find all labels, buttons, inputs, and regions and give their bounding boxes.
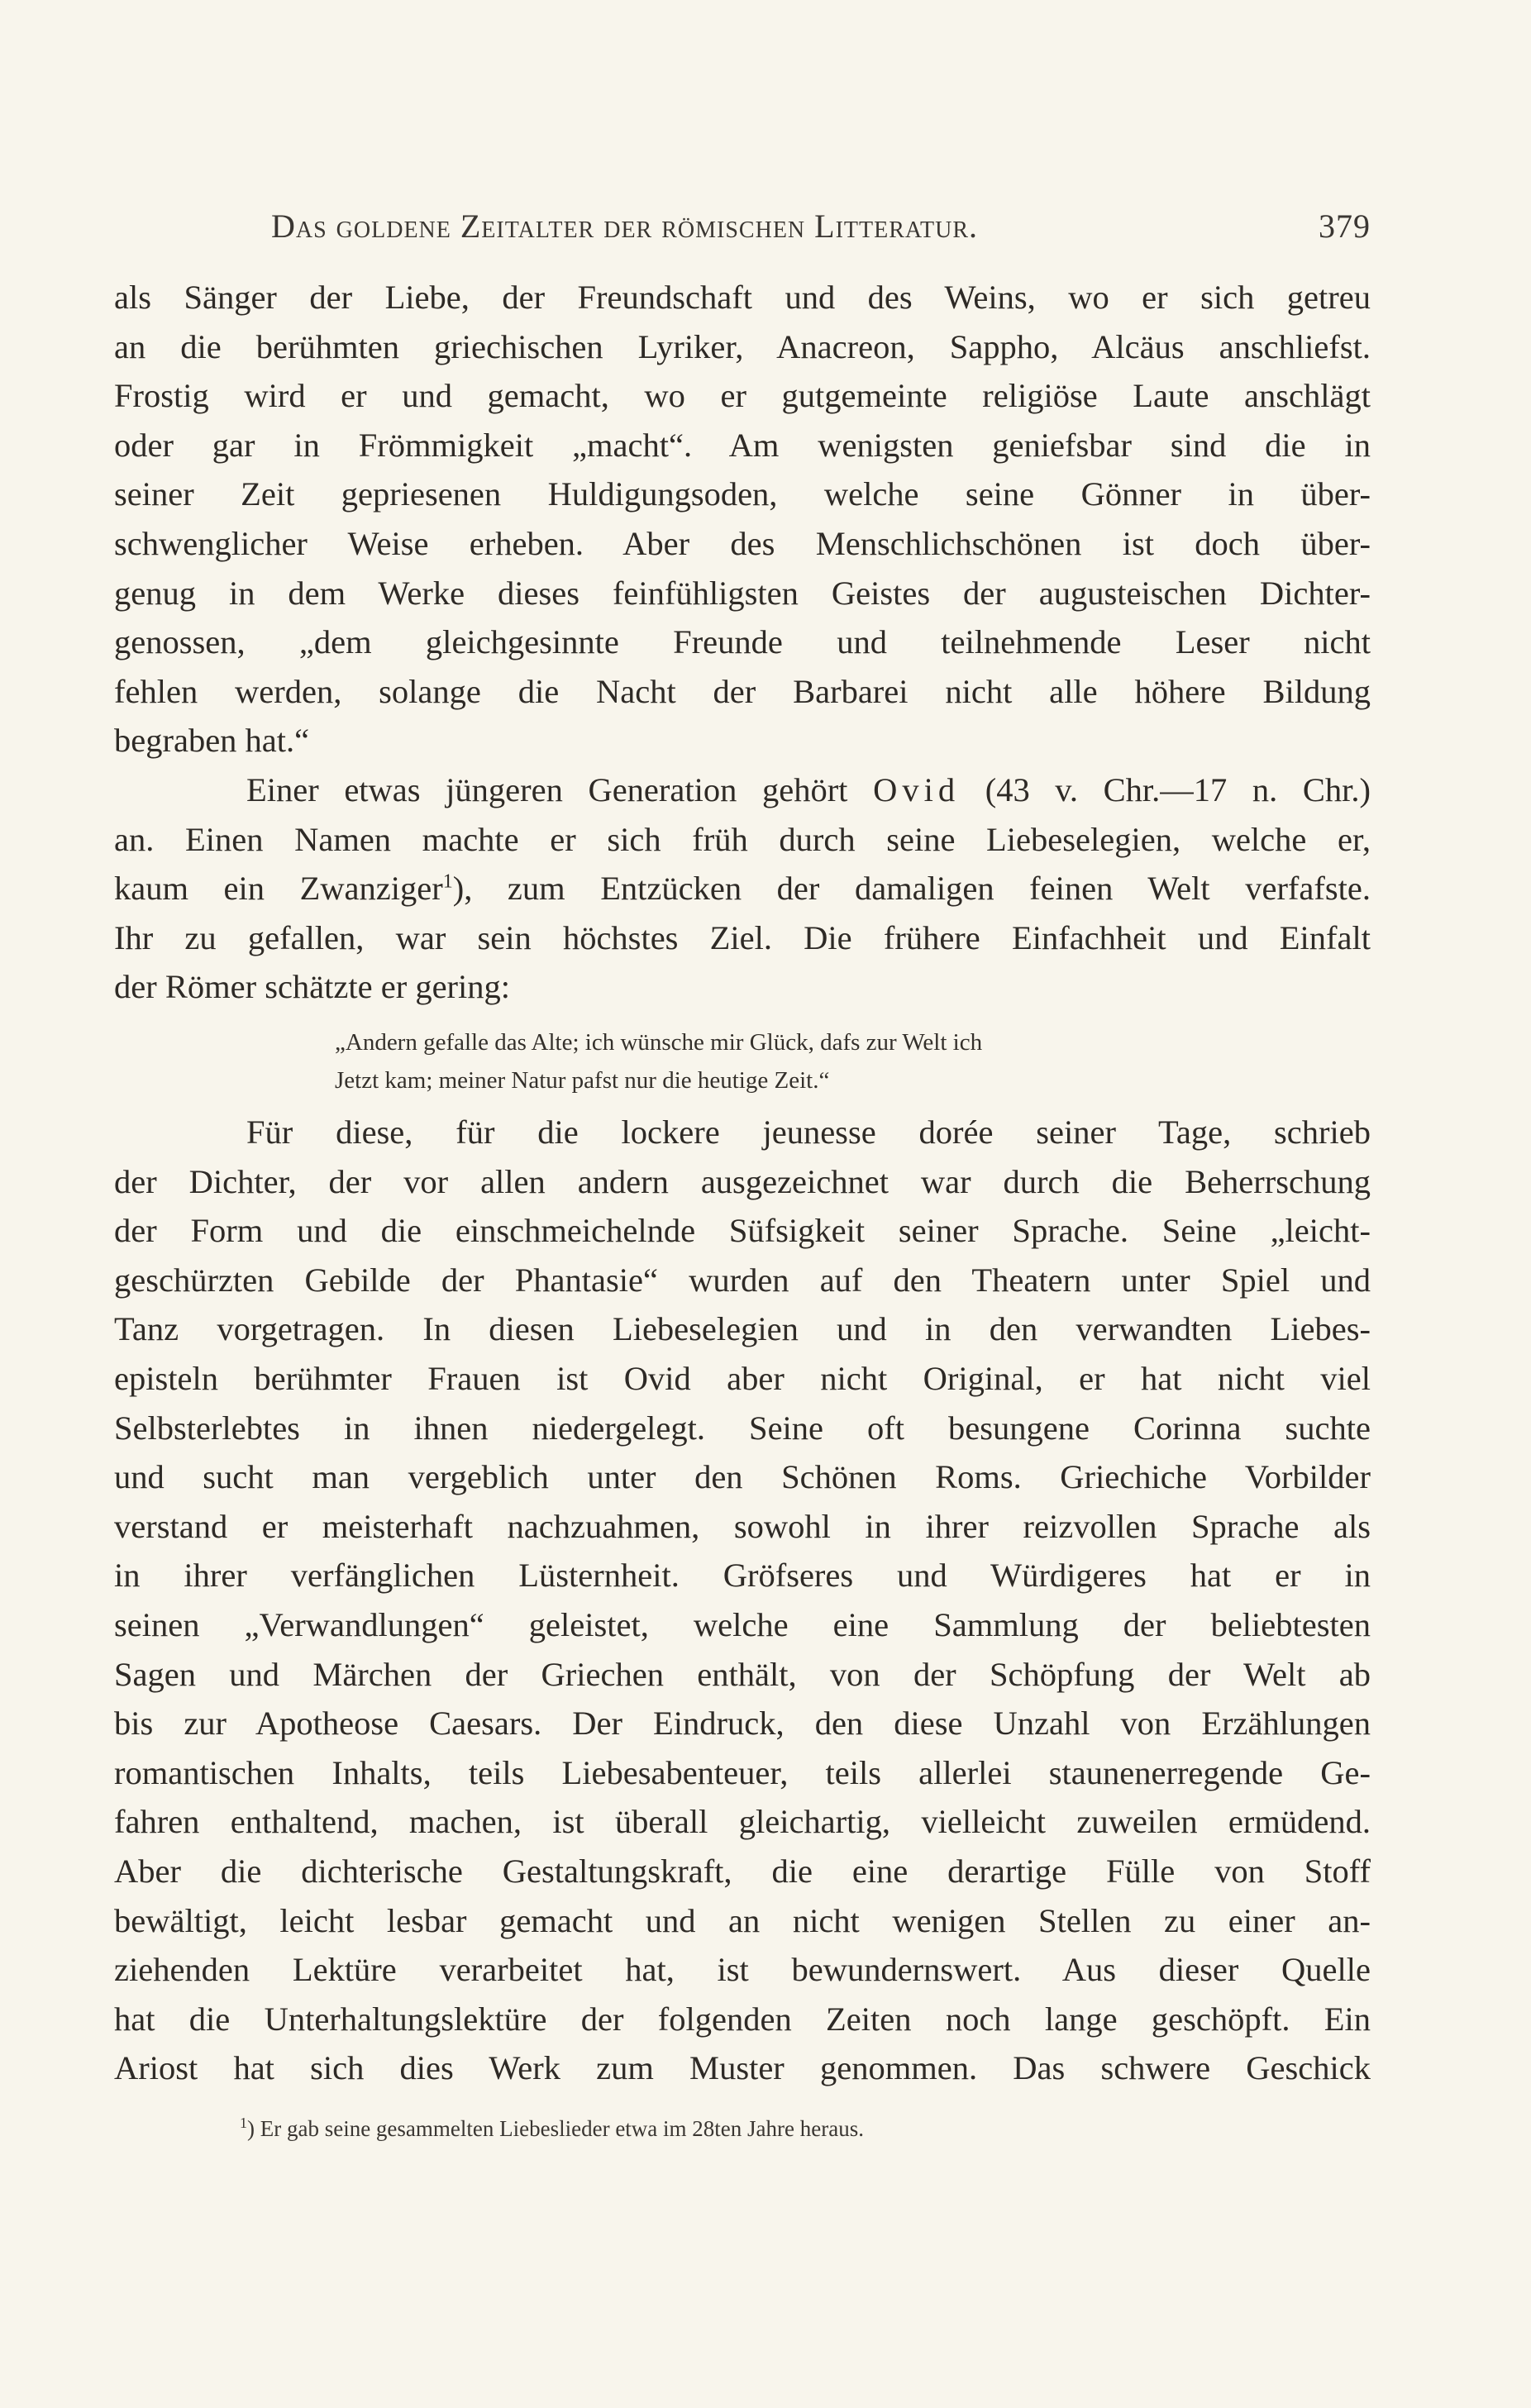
verse-quote (335, 1023, 1228, 1099)
text-line: seinen „Verwandlungen“ geleistet, welche eine Sammlung der beliebtesten (114, 1605, 1371, 1643)
footnote-marker: 1 (240, 2115, 247, 2131)
text-line: hat die Unterhaltungslektüre der folgenden Zeiten noch lange geschöpft. Ein (114, 2000, 1371, 2038)
chapter-title: Das goldene Zeitalter der römischen Litteratur. (271, 207, 979, 245)
quote-line: Jetzt kam; meiner Natur pafst nur die heutige Zeit.“ (335, 1067, 830, 1094)
text-line: der Römer schätzte er gering: (114, 968, 511, 1006)
text-line: bis zur Apotheose Caesars. Der Eindruck, den diese Unzahl von Erzählungen (114, 1705, 1371, 1743)
text-fragment: ), zum Entzücken der damaligen feinen Welt verfafste. (452, 870, 1371, 908)
text-fragment: (43 v. Chr.—17 n. Chr.) (985, 770, 1371, 808)
text-line: oder gar in Frömmigkeit „macht“. Am wenigsten geniefsbar sind die in (114, 426, 1371, 464)
text-line: in ihrer verfänglichen Lüsternheit. Gröfseres und Würdigeres hat er in (114, 1557, 1371, 1595)
text-line: Aber die dichterische Gestaltungskraft, die eine derartige Fülle von Stoff (114, 1852, 1371, 1890)
body-text-top (114, 273, 1371, 1012)
text-line: als Sänger der Liebe, der Freundschaft und des Weins, wo er sich getreu (114, 279, 1371, 316)
text-line: schwenglicher Weise erheben. Aber des Menschlichschönen ist doch über- (114, 524, 1371, 562)
footnote-text: ) Er gab seine gesammelten Liebeslieder etwa im 28ten Jahre heraus. (247, 2116, 864, 2141)
text-line: genug in dem Werke dieses feinfühligsten Geistes der augusteischen Dichter- (114, 574, 1371, 612)
text-line: Tanz vorgetragen. In diesen Liebeselegien und in den verwandten Liebes- (114, 1310, 1371, 1348)
quote-line: „Andern gefalle das Alte; ich wünsche mir Glück, dafs zur Welt ich (335, 1029, 983, 1056)
author-name-ovid: Ovid (873, 770, 961, 808)
text-line: Frostig wird er und gemacht, wo er gutgemeinte religiöse Laute anschlägt (114, 377, 1371, 415)
text-line: und sucht man vergeblich unter den Schönen Roms. Griechiche Vorbilder (114, 1458, 1371, 1496)
text-line: Selbsterlebtes in ihnen niedergelegt. Seine oft besungene Corinna suchte (114, 1409, 1371, 1447)
page-number: 379 (1319, 207, 1371, 245)
text-line: Ihr zu gefallen, war sein höchstes Ziel. Die frühere Einfachheit und Einfalt (114, 918, 1371, 956)
body-text-bottom (114, 1108, 1371, 2093)
text-line: Für diese, für die lockere jeunesse dorée seiner Tage, schrieb (246, 1113, 1371, 1151)
footnote (240, 2115, 864, 2142)
footnote-reference: 1 (442, 870, 453, 893)
running-head (271, 207, 1371, 256)
text-line: an die berühmten griechischen Lyriker, Anacreon, Sappho, Alcäus anschliefst. (114, 327, 1371, 365)
text-line: der Dichter, der vor allen andern ausgezeichnet war durch die Beherrschung (114, 1162, 1371, 1200)
text-line: verstand er meisterhaft nachzuahmen, sowohl in ihrer reizvollen Sprache als (114, 1507, 1371, 1545)
text-line: begraben hat.“ (114, 722, 310, 760)
text-line: fahren enthaltend, machen, ist überall gleichartig, vielleicht zuweilen ermüdend. (114, 1803, 1371, 1841)
text-line: geschürzten Gebilde der Phantasie“ wurden auf den Theatern unter Spiel und (114, 1261, 1371, 1299)
text-line: genossen, „dem gleichgesinnte Freunde und teilnehmende Leser nicht (114, 623, 1371, 661)
text-line: an. Einen Namen machte er sich früh durch seine Liebeselegien, welche er, (114, 820, 1371, 858)
text-line: bewältigt, leicht lesbar gemacht und an nicht wenigen Stellen zu einer an- (114, 1901, 1371, 1939)
text-fragment: Einer etwas jüngeren Generation gehört (246, 770, 848, 808)
text-line (114, 765, 1371, 815)
text-line: romantischen Inhalts, teils Liebesabenteuer, teils allerlei staunenerregende Ge- (114, 1753, 1371, 1791)
text-line: fehlen werden, solange die Nacht der Barbarei nicht alle höhere Bildung (114, 672, 1371, 710)
text-line: Ariost hat sich dies Werk zum Muster genommen. Das schwere Geschick (114, 2049, 1371, 2087)
text-line: episteln berühmter Frauen ist Ovid aber nicht Original, er hat nicht viel (114, 1359, 1371, 1397)
text-line: ziehenden Lektüre verarbeitet hat, ist bewundernswert. Aus dieser Quelle (114, 1951, 1371, 1989)
text-line: der Form und die einschmeichelnde Süfsigkeit seiner Sprache. Seine „leicht- (114, 1212, 1371, 1250)
text-line: seiner Zeit gepriesenen Huldigungsoden, welche seine Gönner in über- (114, 475, 1371, 513)
text-fragment: kaum ein Zwanziger (114, 870, 443, 908)
text-line (114, 864, 1371, 913)
text-line: Sagen und Märchen der Griechen enthält, von der Schöpfung der Welt ab (114, 1655, 1371, 1693)
